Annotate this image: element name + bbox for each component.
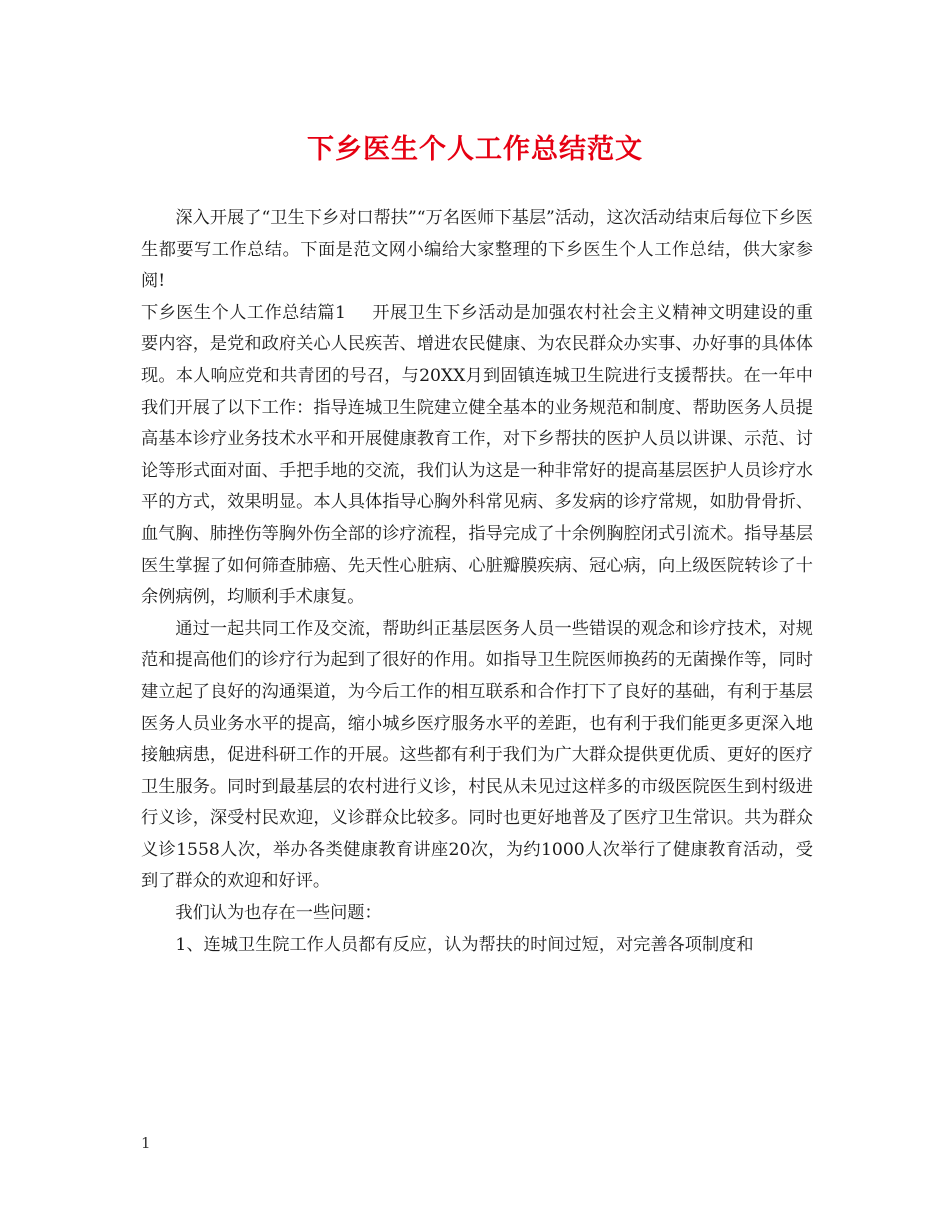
document-body — [141, 203, 813, 961]
section-paragraph — [141, 298, 813, 614]
paragraph-problem-1: 1、连城卫生院工作人员都有反应，认为帮扶的时间过短，对完善各项制度和 — [175, 934, 754, 955]
paragraph-problems-intro: 我们认为也存在一些问题： — [175, 903, 382, 924]
document-title: 下乡医生个人工作总结范文 — [307, 134, 643, 165]
page-number: 1 — [141, 1134, 151, 1152]
section-paragraph-text: 开展卫生下乡活动是加强农村社会主义精神文明建设的重要内容，是党和政府关心人民疾苦、增进农民健康、为农民群众办实事、办好事的具体体现。本人响应党和共青团的号召，与20XX月到固镇连城卫生院进行支援帮扶。在一年中我们开展了以下工作：指导连城卫生院建立健全基本的业务规范和制度、帮助医务人员提高基本诊疗业务技术水平和开展健康教育工作，对下乡帮扶的医护人员以讲课、示范、讨论等形式面对面、手把手地的交流，我们认为这是一种非常好的提高基层医护人员诊疗水平的方式，效果明显。本人具体指导心胸外科常见病、多发病的诊疗常规，如肋骨骨折、血气胸、肺挫伤等胸外伤全部的诊疗流程，指导完成了十余例胸腔闭式引流术。指导基层医生掌握了如何筛查肺癌、先天性心脏病、心脏瓣膜疾病、冠心病，向上级医院转诊了十余例病例，均顺利手术康复。 — [141, 302, 813, 608]
section-heading: 下乡医生个人工作总结篇1 — [141, 302, 346, 323]
intro-paragraph: 深入开展了“卫生下乡对口帮扶”“万名医师下基层”活动，这次活动结束后每位下乡医生都要写工作总结。下面是范文网小编给大家整理的下乡医生个人工作总结，供大家参阅! — [141, 208, 813, 292]
paragraph-communication: 通过一起共同工作及交流，帮助纠正基层医务人员一些错误的观念和诊疗技术，对规范和提高他们的诊疗行为起到了很好的作用。如指导卫生院医师换药的无菌操作等，同时建立起了良好的沟通渠道，为今后工作的相互联系和合作打下了良好的基础，有利于基层医务人员业务水平的提高，缩小城乡医疗服务水平的差距，也有利于我们能更多更深入地接触病患，促进科研工作的开展。这些都有利于我们为广大群众提供更优质、更好的医疗卫生服务。同时到最基层的农村进行义诊，村民从未见过这样多的市级医院医生到村级进行义诊，深受村民欢迎，义诊群众比较多。同时也更好地普及了医疗卫生常识。共为群众义诊1558人次，举办各类健康教育讲座20次，为约1000人次举行了健康教育活动，受到了群众的欢迎和好评。 — [141, 618, 813, 892]
